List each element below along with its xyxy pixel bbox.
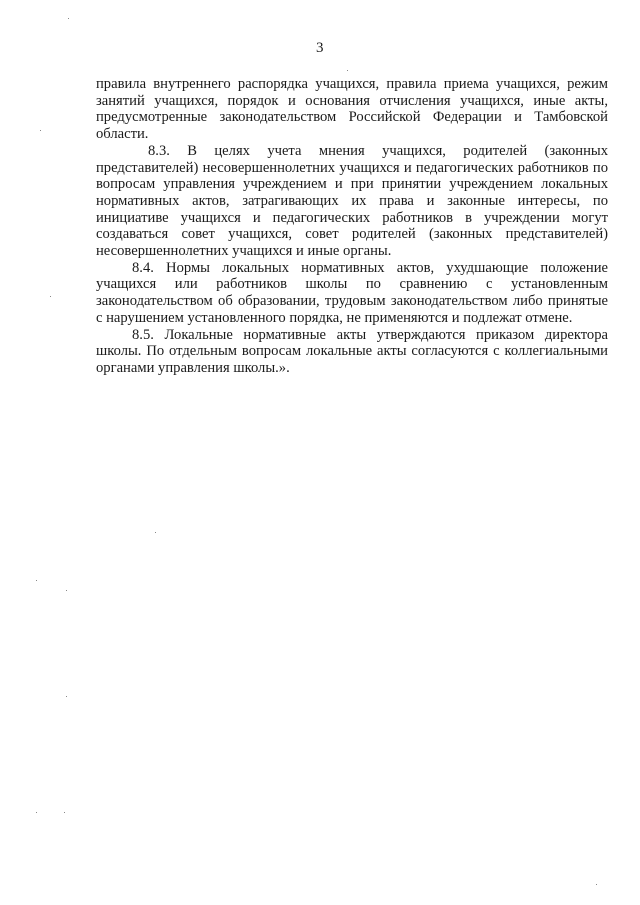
- scan-speck: [68, 18, 69, 19]
- document-body: [96, 76, 608, 377]
- scan-speck: [40, 130, 41, 131]
- scan-speck: [596, 884, 597, 885]
- paragraph-continuation: правила внутреннего распорядка учащихся, правила приема учащихся, режим занятий учащихся, порядок и основания отчисления учащихся, иные акты, предусмотренные законодательством Российской Федерации и Тамбовской области.: [96, 76, 608, 143]
- scan-speck: [36, 812, 37, 813]
- scan-speck: [66, 590, 67, 591]
- paragraph-8-4: 8.4. Нормы локальных нормативных актов, ухудшающие положение учащихся или работников школы по сравнению с установленным законодательством об образовании, трудовым законодательством либо принятые с нарушением установленного порядка, не применяются и подлежат отмене.: [96, 259, 608, 326]
- page-number: 3: [316, 40, 324, 56]
- scan-speck: [155, 532, 156, 533]
- scan-speck: [36, 580, 37, 581]
- scan-speck: [66, 696, 67, 697]
- paragraph-8-5: 8.5. Локальные нормативные акты утверждаются приказом директора школы. По отдельным вопросам локальные акты согласуются с коллегиальными органами управления школы.».: [96, 326, 608, 376]
- scan-speck: [50, 296, 51, 297]
- scan-speck: [347, 70, 348, 71]
- scan-speck: [64, 812, 65, 813]
- paragraph-8-3: 8.3. В целях учета мнения учащихся, родителей (законных представителей) несовершеннолетних учащихся и педагогических работников по вопросам управления учреждением и при принятии учреждением локальных нормативных актов, затрагивающих их права и законные интересы, по инициативе учащихся и педагогических работников в учреждении могут создаваться совет учащихся, совет родителей (законных представителей) несовершеннолетних учащихся и иные органы.: [96, 142, 608, 260]
